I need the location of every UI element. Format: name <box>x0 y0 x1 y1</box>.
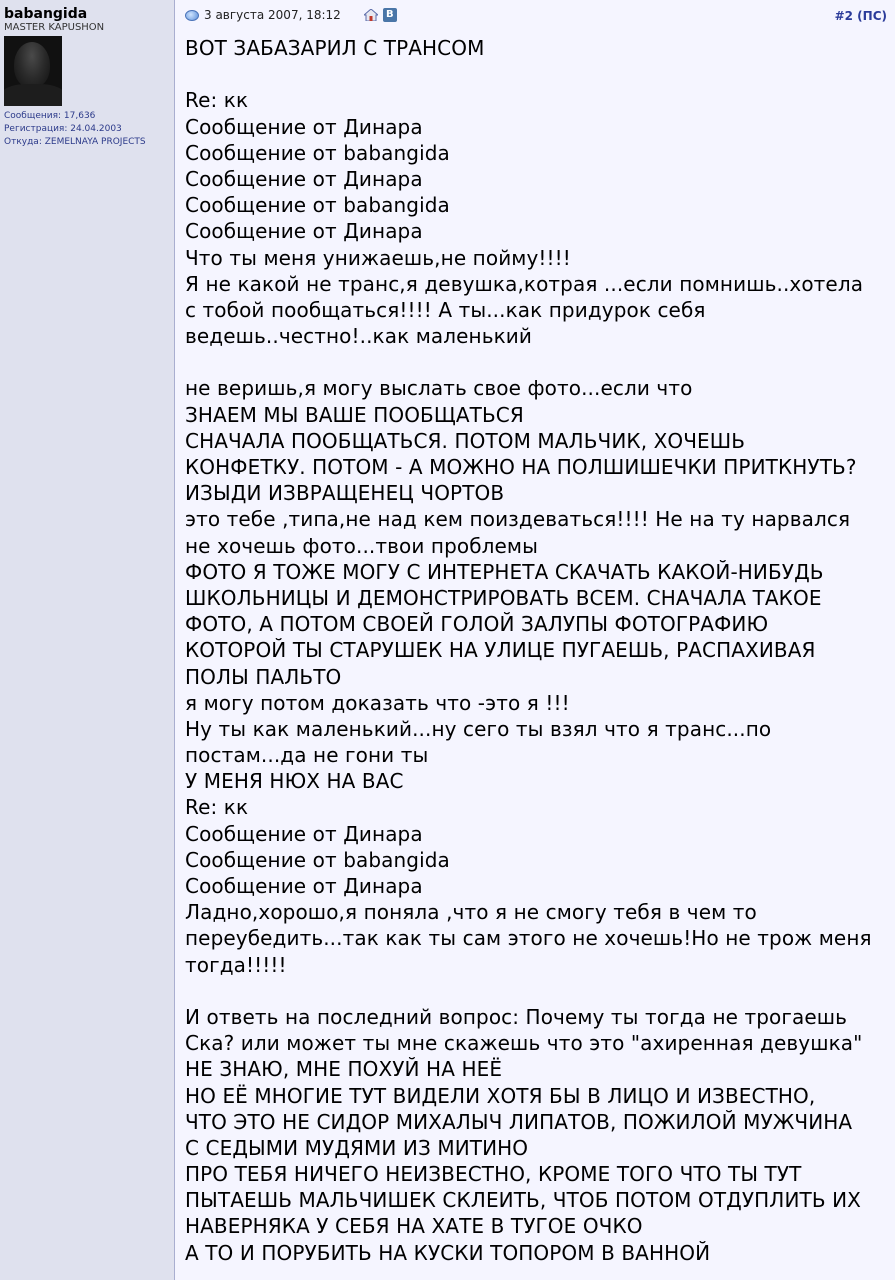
post-text-line: Re: кк <box>185 88 249 113</box>
post-text-line: ПОЛЫ ПАЛЬТО <box>185 664 342 689</box>
avatar-head-shape <box>14 42 50 88</box>
post-text-line: Сообщение от Динара <box>185 821 423 846</box>
post-number-link[interactable]: #2 <box>834 9 853 23</box>
ps-close-paren: ) <box>881 9 887 23</box>
post-text-line: НО ЕЁ МНОГИЕ ТУТ ВИДЕЛИ ХОТЯ БЫ В ЛИЦО И ИЗВЕСТНО, <box>185 1083 816 1108</box>
post-text-line: Я не какой не транс,я девушка,котрая ...если помнишь..хотела <box>185 271 864 296</box>
post-text-line: Сообщение от Динара <box>185 874 423 898</box>
post-body <box>185 35 895 1266</box>
avatar-shoulders-shape <box>4 84 62 106</box>
user-location: Откуда: ZEMELNAYA PROJECTS <box>4 137 146 147</box>
post-number-area <box>835 9 887 23</box>
post-text-line: Сообщение от babangida <box>185 140 450 165</box>
post-text-line: Ну ты как маленький...ну сего ты взял что я транс...по <box>185 716 772 741</box>
post-text-line: постам...да не гони ты <box>185 743 429 768</box>
post-text-line: Re: кк <box>185 795 249 820</box>
post-text-line: Сообщение от babangida <box>185 847 450 872</box>
post-text-line: не веришь,я могу выслать свое фото...если что <box>185 376 693 401</box>
post-text-line <box>185 978 895 1004</box>
post-text-line: ИЗЫДИ ИЗВРАЩЕНЕЦ ЧОРТОВ <box>185 481 505 506</box>
post-text-line: И ответь на последний вопрос: Почему ты тогда не трогаешь <box>185 1004 848 1029</box>
post-text-line: Что ты меня унижаешь,не пойму!!!! <box>185 245 571 270</box>
post-text-line: ФОТО, А ПОТОМ СВОЕЙ ГОЛОЙ ЗАЛУПЫ ФОТОГРАФИЮ <box>185 612 769 637</box>
post-content-area <box>175 0 895 1280</box>
post-text-line: НАВЕРНЯКА У СЕБЯ НА ХАТЕ В ТУГОЕ ОЧКО <box>185 1214 643 1239</box>
post-text-line: СНАЧАЛА ПООБЩАТЬСЯ. ПОТОМ МАЛЬЧИК, ХОЧЕШЬ <box>185 428 746 453</box>
home-icon[interactable] <box>364 9 378 21</box>
post-text-line: Сообщение от Динара <box>185 166 423 191</box>
post-text-line: Сообщение от babangida <box>185 193 450 218</box>
avatar[interactable] <box>4 36 62 106</box>
post-text-line: КОТОРОЙ ТЫ СТАРУШЕК НА УЛИЦЕ ПУГАЕШЬ, РАСПАХИВАЯ <box>185 638 816 663</box>
post-text-line: ВОТ ЗАБАЗАРИЛ С ТРАНСОМ <box>185 36 485 60</box>
post-date: 3 августа 2007, 18:12 <box>204 8 341 22</box>
post-text-line: С СЕДЫМИ МУДЯМИ ИЗ МИТИНО <box>185 1135 529 1160</box>
post-text-line: ШКОЛЬНИЦЫ И ДЕМОНСТРИРОВАТЬ ВСЕМ. СНАЧАЛА ТАКОЕ <box>185 585 822 610</box>
vk-share-icon[interactable]: B <box>383 8 397 22</box>
post-text-line: Сообщение от Динара <box>185 219 423 244</box>
post-text-line: ФОТО Я ТОЖЕ МОГУ С ИНТЕРНЕТА СКАЧАТЬ КАКОЙ-НИБУДЬ <box>185 559 824 584</box>
post-text-line: ЧТО ЭТО НЕ СИДОР МИХАЛЫЧ ЛИПАТОВ, ПОЖИЛОЙ МУЖЧИНА <box>185 1109 853 1134</box>
post-text-line: это тебе ,типа,не над кем поиздеваться!!!! Не на ту нарвался <box>185 507 851 532</box>
post-text-line: КОНФЕТКУ. ПОТОМ - А МОЖНО НА ПОЛШИШЕЧКИ ПРИТКНУТЬ? <box>185 455 857 479</box>
post-text-line: не хочешь фото...твои проблемы <box>185 533 539 558</box>
post-text-line <box>185 61 895 87</box>
post-text-line <box>185 349 895 375</box>
user-registration-date: Регистрация: 24.04.2003 <box>4 124 122 134</box>
user-title: MASTER KAPUSHON <box>4 22 105 33</box>
post-text-line: тогда!!!!! <box>185 952 287 977</box>
post-text-line: ПРО ТЕБЯ НИЧЕГО НЕИЗВЕСТНО, КРОМЕ ТОГО ЧТО ТЫ ТУТ <box>185 1162 802 1187</box>
ps-link[interactable]: ПС <box>862 9 882 23</box>
post-text-line: ПЫТАЕШЬ МАЛЬЧИШЕК СКЛЕИТЬ, ЧТОБ ПОТОМ ОТДУПЛИТЬ ИХ <box>185 1188 861 1213</box>
username-link[interactable]: babangida <box>4 6 88 22</box>
user-info-panel <box>0 0 175 1280</box>
ps-open-paren: ( <box>857 9 863 23</box>
post-text-line: ЗНАЕМ МЫ ВАШЕ ПООБЩАТЬСЯ <box>185 402 524 427</box>
post-text-line: переубедить...так как ты сам этого не хочешь!Но не трож меня <box>185 926 872 951</box>
post-icon <box>185 10 199 21</box>
post-text-line: НЕ ЗНАЮ, МНЕ ПОХУЙ НА НЕЁ <box>185 1057 503 1082</box>
post-text-line: Ладно,хорошо,я поняла ,что я не смогу тебя в чем то <box>185 900 757 925</box>
user-post-count: Сообщения: 17,636 <box>4 111 96 121</box>
post-text-line: с тобой пообщаться!!!! А ты...как придурок себя <box>185 297 706 322</box>
post-header <box>185 0 895 30</box>
post-text-line: я могу потом доказать что -это я !!! <box>185 690 570 715</box>
post-text-line: Сообщение от Динара <box>185 114 423 139</box>
post-text-line: А ТО И ПОРУБИТЬ НА КУСКИ ТОПОРОМ В ВАННОЙ <box>185 1240 711 1265</box>
post-text-line: ведешь..честно!..как маленький <box>185 324 532 349</box>
post-text-line: У МЕНЯ НЮХ НА ВАС <box>185 769 404 794</box>
post-text-line: Ска? или может ты мне скажешь что это "ахиренная девушка" <box>185 1031 863 1056</box>
